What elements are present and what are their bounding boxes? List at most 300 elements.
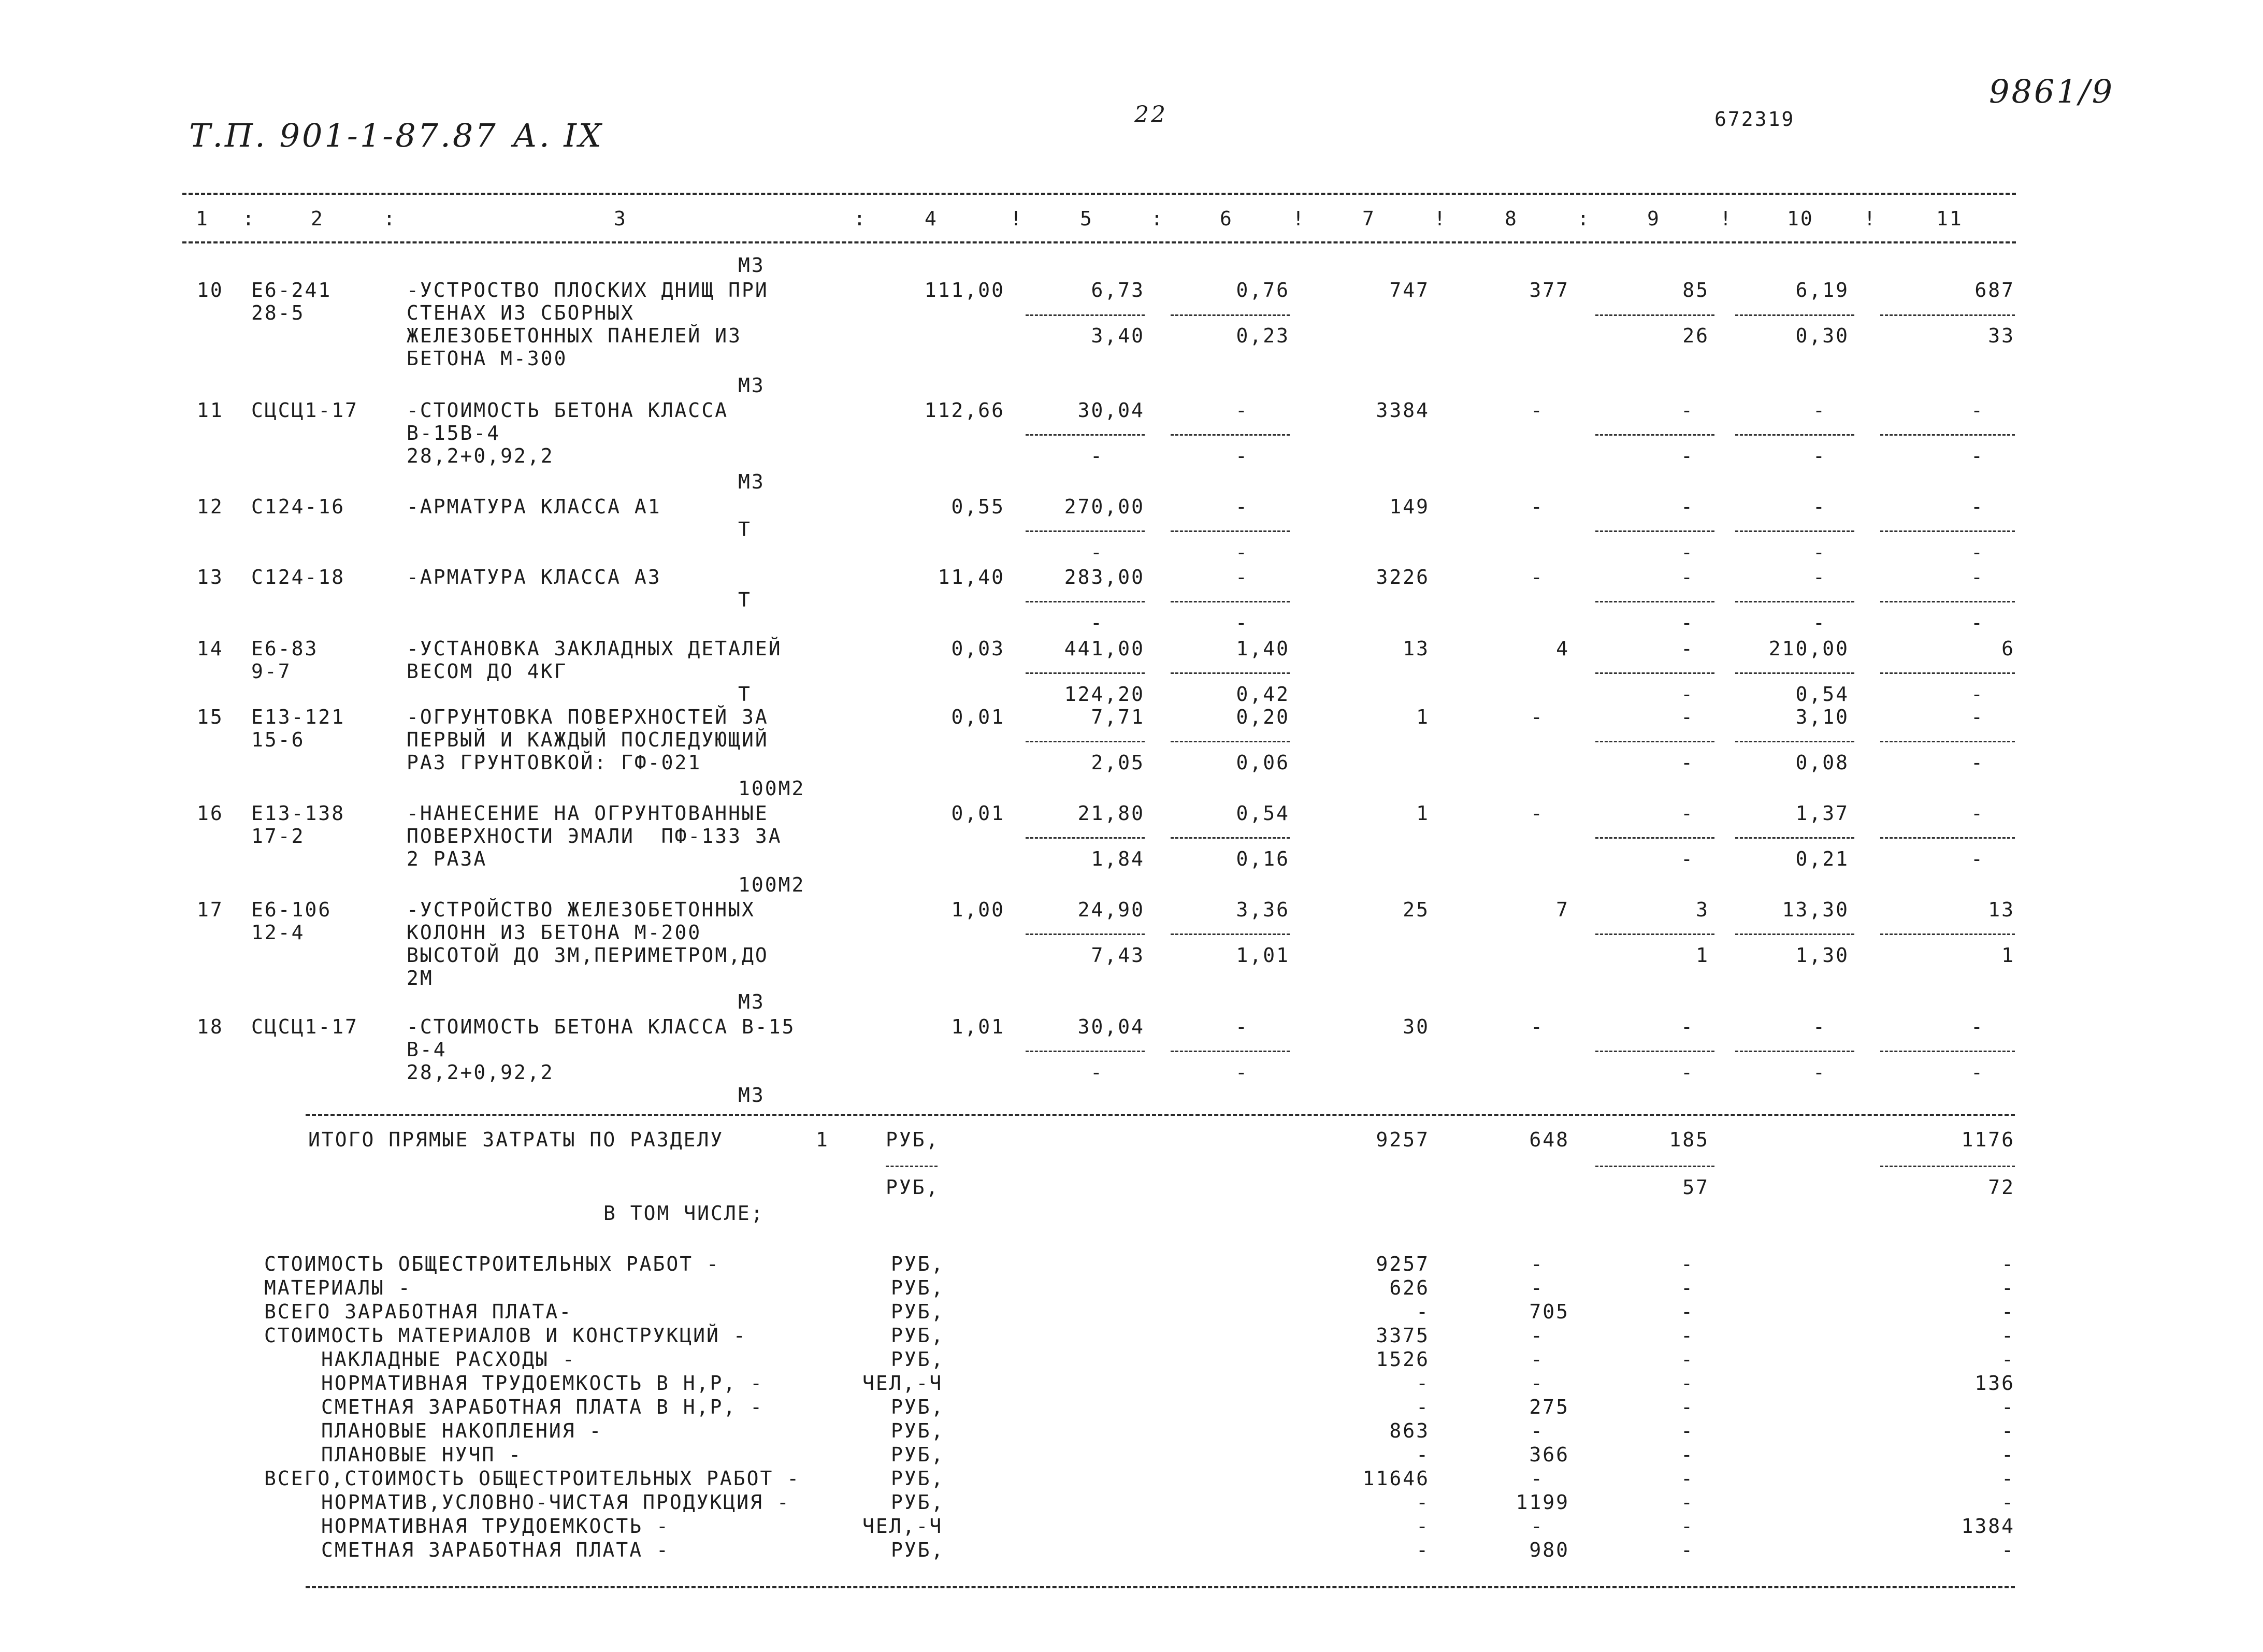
machine-cost-wage: 0,06 xyxy=(1236,751,1290,774)
col-sep-8: : xyxy=(1577,207,1591,230)
norm-code: С124-18 xyxy=(251,566,345,588)
cell-divider xyxy=(1026,434,1145,436)
summary-unit: РУБ, xyxy=(891,1539,945,1561)
total-cost: 3384 xyxy=(1376,399,1430,422)
unit-label: Т xyxy=(738,683,752,706)
work-description: ПЕРВЫЙ И КАЖДЫЙ ПОСЛЕДУЮЩИЙ xyxy=(407,728,769,751)
labor-unit: - xyxy=(1813,495,1826,518)
unit-cost-wage: 1,84 xyxy=(1091,847,1145,870)
col-sep-5: : xyxy=(1151,207,1164,230)
labor-unit: - xyxy=(1813,566,1826,588)
summary-wages: - xyxy=(1531,1515,1544,1538)
work-description: -УСТАНОВКА ЗАКЛАДНЫХ ДЕТАЛЕЙ xyxy=(407,637,782,660)
cell-divider xyxy=(1880,1051,2015,1052)
cell-divider xyxy=(1735,1051,1854,1052)
summary-cost: - xyxy=(1416,1515,1430,1538)
wages: - xyxy=(1531,495,1544,518)
summary-unit: РУБ, xyxy=(891,1396,945,1418)
machine-cost-wage: - xyxy=(1235,444,1249,467)
wages: 4 xyxy=(1556,637,1569,660)
machine-total: 85 xyxy=(1682,279,1709,301)
norm-code: Е6-106 xyxy=(251,898,332,921)
summary-labor: 1384 xyxy=(1961,1515,2015,1538)
machine-total-wage: 26 xyxy=(1682,324,1709,347)
summary-cost: - xyxy=(1416,1539,1430,1561)
cell-divider xyxy=(1595,434,1714,436)
unit-label: Т xyxy=(738,588,752,611)
work-description: 2М xyxy=(407,967,434,989)
totals-machine-wage: 57 xyxy=(1682,1176,1709,1199)
totals-unit: РУБ, xyxy=(886,1128,940,1151)
cell-divider xyxy=(1171,837,1290,839)
row-number: 11 xyxy=(197,399,224,422)
labor-total: - xyxy=(1971,706,1984,728)
summary-machine: - xyxy=(1681,1396,1694,1418)
cell-divider xyxy=(1595,314,1714,316)
unit-cost-wage: - xyxy=(1090,1061,1104,1084)
summary-cost: 1526 xyxy=(1376,1348,1430,1371)
labor-unit-machinist: 0,54 xyxy=(1795,683,1849,706)
summary-unit: ЧЕЛ,-Ч xyxy=(862,1372,943,1395)
unit-label: М3 xyxy=(738,470,765,493)
summary-labor: - xyxy=(2001,1419,2015,1442)
totals-section-number: 1 xyxy=(816,1128,829,1151)
summary-machine: - xyxy=(1681,1539,1694,1561)
work-description: -СТОИМОСТЬ БЕТОНА КЛАССА В-15 xyxy=(407,1015,796,1038)
cell-divider xyxy=(1026,601,1145,602)
cell-divider xyxy=(1026,530,1145,532)
summary-unit: РУБ, xyxy=(891,1467,945,1490)
totals-unit-secondary: РУБ, xyxy=(886,1176,940,1199)
labor-total: - xyxy=(1971,399,1984,422)
row-number: 15 xyxy=(197,706,224,728)
totals-cost: 9257 xyxy=(1376,1128,1430,1151)
cell-divider xyxy=(1735,314,1854,316)
summary-wages: - xyxy=(1531,1372,1544,1395)
labor-total-machinist: - xyxy=(1971,751,1984,774)
work-description: СТЕНАХ ИЗ СБОРНЫХ xyxy=(407,301,635,324)
unit-cost-wage: - xyxy=(1090,611,1104,634)
totals-labor-machinist: 72 xyxy=(1988,1176,2015,1199)
cell-divider xyxy=(1171,434,1290,436)
summary-label: ВСЕГО,СТОИМОСТЬ ОБЩЕСТРОИТЕЛЬНЫХ РАБОТ - xyxy=(264,1467,801,1490)
row-number: 10 xyxy=(197,279,224,301)
wages: - xyxy=(1531,566,1544,588)
machine-cost-wage: - xyxy=(1235,1061,1249,1084)
labor-total: - xyxy=(1971,566,1984,588)
unit-cost: 7,71 xyxy=(1091,706,1145,728)
summary-machine: - xyxy=(1681,1515,1694,1538)
cell-divider xyxy=(1880,314,2015,316)
table-top-rule xyxy=(182,193,2016,195)
col-sep-3: : xyxy=(854,207,867,230)
cell-divider xyxy=(1171,314,1290,316)
summary-wages: - xyxy=(1531,1348,1544,1371)
labor-total: 6 xyxy=(2001,637,2015,660)
machine-cost: 0,54 xyxy=(1236,802,1290,825)
row-number: 18 xyxy=(197,1015,224,1038)
norm-code-sub: 17-2 xyxy=(251,825,305,847)
quantity: 0,01 xyxy=(951,802,1005,825)
unit-cost-wage: 2,05 xyxy=(1091,751,1145,774)
work-description: В-4 xyxy=(407,1038,447,1061)
labor-unit-machinist: - xyxy=(1813,611,1826,634)
total-cost: 30 xyxy=(1403,1015,1430,1038)
unit-label: М3 xyxy=(738,254,765,277)
summary-unit: РУБ, xyxy=(891,1300,945,1323)
header-bottom-rule xyxy=(182,241,2016,243)
unit-cost: 6,73 xyxy=(1091,279,1145,301)
unit-cost: 24,90 xyxy=(1077,898,1145,921)
cell-divider xyxy=(1595,837,1714,839)
cell-divider xyxy=(1171,530,1290,532)
col-header-8: 8 xyxy=(1505,207,1518,230)
quantity: 0,01 xyxy=(951,706,1005,728)
work-description: 2 РАЗА xyxy=(407,847,487,870)
cell-divider xyxy=(1880,672,2015,674)
summary-wages: - xyxy=(1531,1276,1544,1299)
cell-divider xyxy=(1880,530,2015,532)
total-cost: 1 xyxy=(1416,802,1430,825)
machine-cost: 3,36 xyxy=(1236,898,1290,921)
summary-labor: - xyxy=(2001,1324,2015,1347)
summary-labor: - xyxy=(2001,1253,2015,1275)
summary-unit: РУБ, xyxy=(891,1419,945,1442)
norm-code: Е6-241 xyxy=(251,279,332,301)
summary-wages: - xyxy=(1531,1324,1544,1347)
summary-cost: - xyxy=(1416,1300,1430,1323)
cell-divider xyxy=(1735,741,1854,742)
sheet-reference: 9861/9 xyxy=(1989,73,2115,110)
machine-total-wage: - xyxy=(1681,751,1694,774)
labor-total-machinist: - xyxy=(1971,444,1984,467)
machine-cost: - xyxy=(1235,1015,1249,1038)
summary-unit: РУБ, xyxy=(891,1491,945,1514)
summary-machine: - xyxy=(1681,1372,1694,1395)
labor-total-machinist: - xyxy=(1971,541,1984,564)
work-description: В-15В-4 xyxy=(407,422,501,444)
machine-cost: 0,20 xyxy=(1236,706,1290,728)
cell-divider xyxy=(1595,1166,1714,1167)
machine-total-wage: 1 xyxy=(1696,944,1709,967)
summary-cost: 3375 xyxy=(1376,1324,1430,1347)
cell-divider xyxy=(1880,601,2015,602)
machine-total-wage: - xyxy=(1681,611,1694,634)
labor-total-machinist: - xyxy=(1971,847,1984,870)
unit-cost-wage: - xyxy=(1090,444,1104,467)
col-header-2: 2 xyxy=(311,207,324,230)
summary-label: ВСЕГО ЗАРАБОТНАЯ ПЛАТА- xyxy=(264,1300,573,1323)
summary-wages: 366 xyxy=(1529,1443,1569,1466)
wages: 377 xyxy=(1529,279,1569,301)
work-description: -УСТРОСТВО ПЛОСКИХ ДНИЩ ПРИ xyxy=(407,279,769,301)
cell-divider xyxy=(1595,601,1714,602)
cell-divider xyxy=(1735,434,1854,436)
row-number: 12 xyxy=(197,495,224,518)
labor-unit: 6,19 xyxy=(1795,279,1849,301)
labor-unit: 13,30 xyxy=(1782,898,1849,921)
work-description: -УСТРОЙСТВО ЖЕЛЕЗОБЕТОННЫХ xyxy=(407,898,755,921)
unit-cost-wage: 3,40 xyxy=(1091,324,1145,347)
norm-code: Е13-138 xyxy=(251,802,345,825)
summary-unit: РУБ, xyxy=(891,1443,945,1466)
machine-cost: 0,76 xyxy=(1236,279,1290,301)
labor-total-machinist: - xyxy=(1971,683,1984,706)
labor-total-machinist: - xyxy=(1971,1061,1984,1084)
unit-cost-wage: 7,43 xyxy=(1091,944,1145,967)
summary-label: ПЛАНОВЫЕ НУЧП - xyxy=(321,1443,523,1466)
cell-divider xyxy=(1026,741,1145,742)
cell-divider xyxy=(1880,434,2015,436)
total-cost: 149 xyxy=(1389,495,1430,518)
unit-label: 100М2 xyxy=(738,777,805,800)
summary-machine: - xyxy=(1681,1491,1694,1514)
cell-divider xyxy=(1735,837,1854,839)
unit-label: 100М2 xyxy=(738,873,805,896)
summary-labor: - xyxy=(2001,1348,2015,1371)
summary-machine: - xyxy=(1681,1419,1694,1442)
labor-total: - xyxy=(1971,495,1984,518)
quantity: 11,40 xyxy=(938,566,1005,588)
labor-total: 687 xyxy=(1974,279,2015,301)
machine-total-wage: - xyxy=(1681,683,1694,706)
summary-unit: РУБ, xyxy=(891,1324,945,1347)
work-description: ЖЕЛЕЗОБЕТОННЫХ ПАНЕЛЕЙ ИЗ xyxy=(407,324,742,347)
summary-unit: РУБ, xyxy=(891,1348,945,1371)
machine-cost: - xyxy=(1235,495,1249,518)
unit-label: М3 xyxy=(738,374,765,397)
summary-labor: - xyxy=(2001,1396,2015,1418)
summary-label: НОРМАТИВ,УСЛОВНО-ЧИСТАЯ ПРОДУКЦИЯ - xyxy=(321,1491,790,1514)
total-cost: 1 xyxy=(1416,706,1430,728)
summary-machine: - xyxy=(1681,1300,1694,1323)
summary-wages: 1199 xyxy=(1516,1491,1569,1514)
machine-total: - xyxy=(1681,566,1694,588)
wages: - xyxy=(1531,706,1544,728)
labor-unit: 210,00 xyxy=(1768,637,1849,660)
quantity: 1,01 xyxy=(951,1015,1005,1038)
machine-cost-wage: - xyxy=(1235,541,1249,564)
col-header-10: 10 xyxy=(1787,207,1814,230)
norm-code-sub: 12-4 xyxy=(251,921,305,944)
summary-label: СТОИМОСТЬ ОБЩЕСТРОИТЕЛЬНЫХ РАБОТ - xyxy=(264,1253,720,1275)
summary-labor: - xyxy=(2001,1539,2015,1561)
unit-cost: 30,04 xyxy=(1077,399,1145,422)
unit-label: М3 xyxy=(738,990,765,1013)
quantity: 1,00 xyxy=(951,898,1005,921)
summary-wages: 980 xyxy=(1529,1539,1569,1561)
machine-cost-wage: 0,42 xyxy=(1236,683,1290,706)
summary-cost: 11646 xyxy=(1362,1467,1430,1490)
summary-machine: - xyxy=(1681,1253,1694,1275)
labor-unit: - xyxy=(1813,1015,1826,1038)
work-description: 28,2+0,92,2 xyxy=(407,444,554,467)
unit-cost: 270,00 xyxy=(1064,495,1145,518)
machine-total-wage: - xyxy=(1681,541,1694,564)
work-description: БЕТОНА М-300 xyxy=(407,347,568,370)
labor-total: - xyxy=(1971,1015,1984,1038)
col-header-7: 7 xyxy=(1362,207,1376,230)
summary-machine: - xyxy=(1681,1348,1694,1371)
cell-divider xyxy=(1595,530,1714,532)
total-cost: 13 xyxy=(1403,637,1430,660)
norm-code-sub: 15-6 xyxy=(251,728,305,751)
summary-unit: ЧЕЛ,-Ч xyxy=(862,1515,943,1538)
summary-label: МАТЕРИАЛЫ - xyxy=(264,1276,412,1299)
row-number: 14 xyxy=(197,637,224,660)
labor-unit: - xyxy=(1813,399,1826,422)
cell-divider xyxy=(1171,933,1290,935)
stamp-number: 672319 xyxy=(1714,108,1795,131)
wages: - xyxy=(1531,1015,1544,1038)
summary-label: ПЛАНОВЫЕ НАКОПЛЕНИЯ - xyxy=(321,1419,603,1442)
cell-divider xyxy=(1026,933,1145,935)
cell-divider xyxy=(1171,1051,1290,1052)
labor-unit-machinist: 0,30 xyxy=(1795,324,1849,347)
work-description: -АРМАТУРА КЛАССА А1 xyxy=(407,495,661,518)
row-number: 17 xyxy=(197,898,224,921)
col-header-9: 9 xyxy=(1647,207,1661,230)
work-description: -АРМАТУРА КЛАССА А3 xyxy=(407,566,661,588)
machine-cost: - xyxy=(1235,399,1249,422)
cell-divider xyxy=(1735,601,1854,602)
machine-cost-wage: 0,16 xyxy=(1236,847,1290,870)
work-description: -СТОИМОСТЬ БЕТОНА КЛАССА xyxy=(407,399,729,422)
cell-divider xyxy=(1171,672,1290,674)
work-description: ПОВЕРХНОСТИ ЭМАЛИ ПФ-133 ЗА xyxy=(407,825,782,847)
cell-divider xyxy=(1026,837,1145,839)
labor-total-machinist: - xyxy=(1971,611,1984,634)
summary-label: НАКЛАДНЫЕ РАСХОДЫ - xyxy=(321,1348,576,1371)
summary-cost: - xyxy=(1416,1372,1430,1395)
labor-total-machinist: 1 xyxy=(2001,944,2015,967)
summary-machine: - xyxy=(1681,1467,1694,1490)
summary-machine: - xyxy=(1681,1443,1694,1466)
unit-cost: 21,80 xyxy=(1077,802,1145,825)
machine-cost: 1,40 xyxy=(1236,637,1290,660)
labor-unit-machinist: 0,08 xyxy=(1795,751,1849,774)
totals-label: ИТОГО ПРЯМЫЕ ЗАТРАТЫ ПО РАЗДЕЛУ xyxy=(308,1128,724,1151)
work-description: ВЕСОМ ДО 4КГ xyxy=(407,660,568,683)
summary-label: СМЕТНАЯ ЗАРАБОТНАЯ ПЛАТА - xyxy=(321,1539,670,1561)
cell-divider xyxy=(1880,837,2015,839)
summary-cost: 626 xyxy=(1389,1276,1430,1299)
work-description: РАЗ ГРУНТОВКОЙ: ГФ-021 xyxy=(407,751,702,774)
work-description: КОЛОНН ИЗ БЕТОНА М-200 xyxy=(407,921,702,944)
row-number: 13 xyxy=(197,566,224,588)
col-sep-4: ! xyxy=(1010,207,1024,230)
summary-wages: - xyxy=(1531,1419,1544,1442)
unit-cost-wage: 124,20 xyxy=(1064,683,1145,706)
unit-cost: 283,00 xyxy=(1064,566,1145,588)
labor-unit-machinist: - xyxy=(1813,541,1826,564)
unit-cost: 30,04 xyxy=(1077,1015,1145,1038)
wages: - xyxy=(1531,802,1544,825)
cell-divider xyxy=(1595,1051,1714,1052)
machine-cost-wage: 0,23 xyxy=(1236,324,1290,347)
wages: 7 xyxy=(1556,898,1569,921)
col-header-11: 11 xyxy=(1936,207,1963,230)
labor-total-machinist: 33 xyxy=(1988,324,2015,347)
cell-divider xyxy=(1595,933,1714,935)
cell-divider xyxy=(1595,672,1714,674)
col-sep-7: ! xyxy=(1434,207,1447,230)
unit-label: Т xyxy=(738,518,752,541)
cell-divider xyxy=(1595,741,1714,742)
cell-divider xyxy=(886,1166,938,1167)
machine-total: - xyxy=(1681,399,1694,422)
machine-total-wage: - xyxy=(1681,847,1694,870)
machine-total: - xyxy=(1681,706,1694,728)
quantity: 0,03 xyxy=(951,637,1005,660)
quantity: 112,66 xyxy=(924,399,1005,422)
col-header-4: 4 xyxy=(925,207,938,230)
unit-label: М3 xyxy=(738,1084,765,1107)
work-description: -ОГРУНТОВКА ПОВЕРХНОСТЕЙ ЗА xyxy=(407,706,769,728)
machine-cost-wage: 1,01 xyxy=(1236,944,1290,967)
work-description: 28,2+0,92,2 xyxy=(407,1061,554,1084)
col-sep-9: ! xyxy=(1720,207,1733,230)
labor-unit-machinist: 0,21 xyxy=(1795,847,1849,870)
album-number: А. IX xyxy=(513,117,603,154)
summary-wages: - xyxy=(1531,1253,1544,1275)
norm-code: СЦСЦ1-17 xyxy=(251,399,359,422)
work-description: -НАНЕСЕНИЕ НА ОГРУНТОВАННЫЕ xyxy=(407,802,769,825)
table-bottom-rule xyxy=(306,1586,2015,1588)
labor-unit-machinist: - xyxy=(1813,444,1826,467)
summary-wages: 275 xyxy=(1529,1396,1569,1418)
cell-divider xyxy=(1026,1051,1145,1052)
cell-divider xyxy=(1171,601,1290,602)
summary-labor: - xyxy=(2001,1443,2015,1466)
cell-divider xyxy=(1026,672,1145,674)
machine-total: - xyxy=(1681,1015,1694,1038)
summary-label: СТОИМОСТЬ МАТЕРИАЛОВ И КОНСТРУКЦИЙ - xyxy=(264,1324,747,1347)
summary-labor: - xyxy=(2001,1300,2015,1323)
cell-divider xyxy=(1735,933,1854,935)
machine-total: - xyxy=(1681,802,1694,825)
summary-label: НОРМАТИВНАЯ ТРУДОЕМКОСТЬ - xyxy=(321,1515,670,1538)
total-cost: 3226 xyxy=(1376,566,1430,588)
machine-total: - xyxy=(1681,637,1694,660)
unit-cost-wage: - xyxy=(1090,541,1104,564)
summary-unit: РУБ, xyxy=(891,1253,945,1275)
norm-code-sub: 9-7 xyxy=(251,660,292,683)
machine-total-wage: - xyxy=(1681,1061,1694,1084)
col-header-6: 6 xyxy=(1220,207,1233,230)
totals-labor: 1176 xyxy=(1961,1128,2015,1151)
work-description: ВЫСОТОЙ ДО 3М,ПЕРИМЕТРОМ,ДО xyxy=(407,944,769,967)
including-label: В ТОМ ЧИСЛЕ; xyxy=(603,1202,765,1225)
summary-cost: 863 xyxy=(1389,1419,1430,1442)
norm-code: Е13-121 xyxy=(251,706,345,728)
summary-cost: - xyxy=(1416,1396,1430,1418)
cell-divider xyxy=(1735,672,1854,674)
summary-label: СМЕТНАЯ ЗАРАБОТНАЯ ПЛАТА В Н,Р, - xyxy=(321,1396,763,1418)
machine-total-wage: - xyxy=(1681,444,1694,467)
page-number: 22 xyxy=(1134,102,1167,128)
col-sep-2: : xyxy=(383,207,397,230)
machine-cost: - xyxy=(1235,566,1249,588)
machine-cost-wage: - xyxy=(1235,611,1249,634)
summary-cost: - xyxy=(1416,1491,1430,1514)
norm-code-sub: 28-5 xyxy=(251,301,305,324)
quantity: 0,55 xyxy=(951,495,1005,518)
row-number: 16 xyxy=(197,802,224,825)
labor-unit: 1,37 xyxy=(1795,802,1849,825)
col-header-3: 3 xyxy=(614,207,627,230)
summary-cost: - xyxy=(1416,1443,1430,1466)
